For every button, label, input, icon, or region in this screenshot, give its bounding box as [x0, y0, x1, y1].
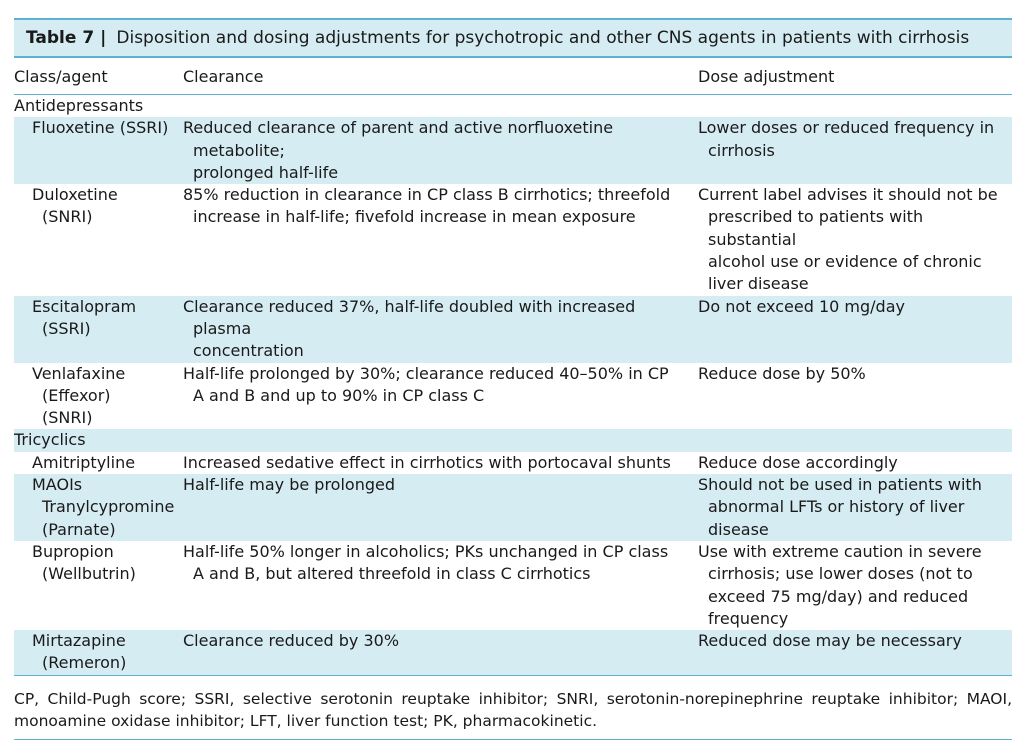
agent-cell: Escitalopram (SSRI) [32, 296, 137, 338]
table-row [14, 117, 1012, 184]
dose-cell: Reduce dose by 50% [698, 363, 866, 383]
header-dose-adjustment: Dose adjustment [698, 66, 835, 86]
agent-cell: Venlafaxine (Effexor) (SNRI) [32, 363, 126, 428]
table-container [14, 18, 1012, 740]
table-body [14, 95, 1012, 676]
table-row [14, 296, 1012, 363]
table-title-bar [14, 18, 1012, 58]
section-label-tricyclics: Tricyclics [14, 429, 1012, 451]
dose-cell: Lower doses or reduced frequency in cirrhosis [698, 118, 995, 160]
table-row [14, 474, 1012, 541]
agent-cell: Mirtazapine (Remeron) [32, 631, 127, 673]
clearance-cell: Increased sedative effect in cirrhotics with portocaval shunts [183, 452, 671, 472]
clearance-cell: Half-life may be prolonged [183, 475, 395, 495]
clearance-cell: Clearance reduced by 30% [183, 631, 400, 651]
clearance-cell: 85% reduction in clearance in CP class B cirrhotics; threefold increase in half-life; fivefold increase in mean exposure [183, 185, 671, 227]
table-row [14, 363, 1012, 430]
dose-cell: Should not be used in patients with abnormal LFTs or history of liver disease [698, 475, 982, 539]
table-header-row [14, 58, 1012, 95]
table-title: Disposition and dosing adjustments for psychotropic and other CNS agents in patients with cirrhosis [116, 28, 970, 48]
table-row [14, 630, 1012, 676]
header-clearance: Clearance [183, 66, 264, 86]
header-class-agent: Class/agent [14, 66, 108, 86]
agent-cell: Bupropion (Wellbutrin) [32, 541, 136, 584]
table-row [14, 452, 1012, 474]
table-row [14, 541, 1012, 630]
table-row [14, 184, 1012, 295]
table-footnote: CP, Child-Pugh score; SSRI, selective serotonin reuptake inhibitor; SNRI, serotonin-norepinephrine reuptake inhibitor; MAOI, monoamine oxidase inhibitor; LFT, liver function test; PK, pharmacokinetic. [14, 689, 1012, 731]
agent-cell: MAOIs Tranylcypromine (Parnate) [32, 475, 175, 539]
title-separator: | [100, 28, 107, 48]
agent-cell: Fluoxetine (SSRI) [32, 118, 169, 138]
clearance-cell: Half-life 50% longer in alcoholics; PKs unchanged in CP class A and B, but altered threefold in class C cirrhotics [183, 541, 669, 584]
agent-cell: Duloxetine (SNRI) [32, 185, 118, 227]
dose-cell: Reduce dose accordingly [698, 452, 898, 472]
section-label-antidepressants: Antidepressants [14, 96, 144, 115]
clearance-cell: Clearance reduced 37%, half-life doubled with increased plasma concentration [183, 296, 636, 361]
clearance-cell: Reduced clearance of parent and active norfluoxetine metabolite; prolonged half-life [183, 118, 614, 182]
dose-cell: Do not exceed 10 mg/day [698, 296, 905, 316]
agent-cell: Amitriptyline [32, 452, 136, 472]
table-number: Table 7 [26, 28, 95, 48]
dose-cell: Current label advises it should not be prescribed to patients with substantial alcohol use or evidence of chronic liver disease [698, 185, 998, 294]
dose-cell: Use with extreme caution in severe cirrhosis; use lower doses (not to exceed 75 mg/day) and reduced frequency [698, 541, 982, 628]
dose-cell: Reduced dose may be necessary [698, 631, 962, 651]
clearance-cell: Half-life prolonged by 30%; clearance reduced 40–50% in CP A and B and up to 90% in CP class C [183, 363, 669, 405]
